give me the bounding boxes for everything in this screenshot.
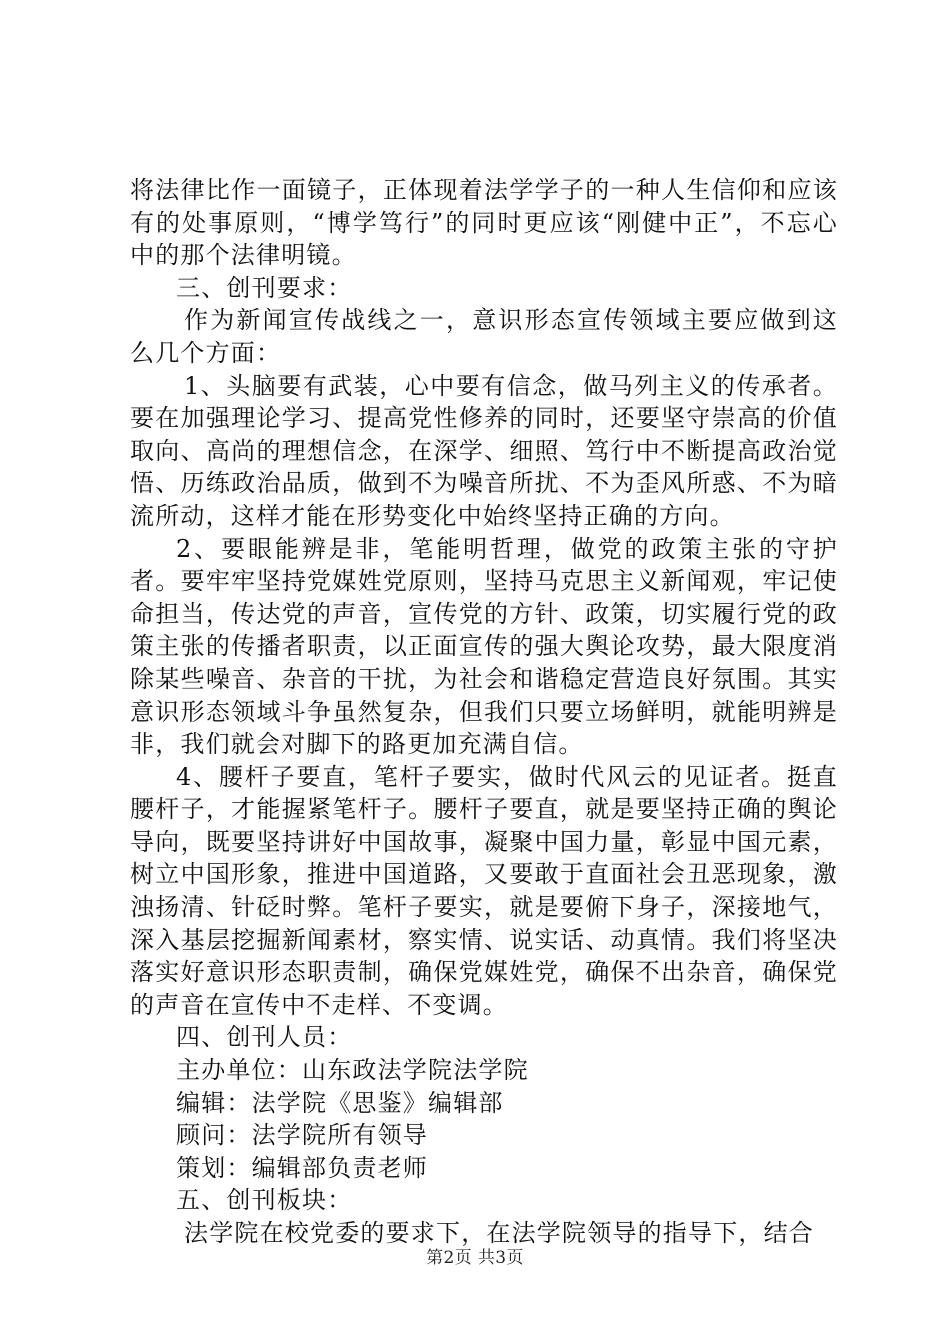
paragraph-point-2: 2、要眼能辨是非，笔能明哲理，做党的政策主张的守护者。要牢牢坚持党媒姓党原则，坚持马克思主义新闻观，牢记使命担当，传达党的声音，宣传党的方针、政策，切实履行党的政策主张的传播者职责，以正面宣传的强大舆论攻势，最大限度消除某些噪音、杂音的干扰，为社会和谐稳定营造良好氛围。其实意识形态领域斗争虽然复杂，但我们只要立场鲜明，就能明辨是非，我们就会对脚下的路更加充满自信。 [130,534,838,759]
paragraph-1: 将法律比作一面镜子，正体现着法学学子的一种人生信仰和应该有的处事原则，“博学笃行”的同时更应该“刚健中正”，不忘心中的那个法律明镜。 [130,176,838,270]
paragraph-point-4: 4、腰杆子要直，笔杆子要实，做时代风云的见证者。挺直腰杆子，才能握紧笔杆子。腰杆子要直，就是要坚持正确的舆论导向，既要坚持讲好中国故事，凝聚中国力量，彰显中国元素，树立中国形象，推进中国道路，又要敢于直面社会丑恶现象，激浊扬清、针砭时弊。笔杆子要实，就是要俯下身子，深接地气，深入基层挖掘新闻素材，察实情、说实话、动真情。我们将坚决落实好意识形态职责制，确保党媒姓党，确保不出杂音，确保党的声音在宣传中不走样、不变调。 [130,762,838,1019]
section-heading-5: 五、创刊板块： [176,1186,353,1215]
staff-advisor: 顾问：法学院所有领导 [176,1121,428,1150]
page-number: 第2页 共3页 [426,1248,524,1268]
staff-host: 主办单位：山东政法学院法学院 [176,1056,529,1085]
paragraph-final: 法学院在校党委的要求下，在法学院领导的指导下，结合 [184,1219,814,1247]
paragraph-point-1: 1、头脑要有武装，心中要有信念，做马列主义的传承者。要在加强理论学习、提高党性修养的同时，还要坚守崇高的价值取向、高尚的理想信念，在深学、细照、笃行中不断提高政治觉悟、历练政治品质，做到不为噪音所扰、不为歪风所惑、不为暗流所动，这样才能在形势变化中始终坚持正确的方向。 [130,371,838,530]
section-heading-3: 三、创刊要求： [176,273,353,302]
staff-planner: 策划：编辑部负责老师 [176,1153,428,1182]
staff-editor: 编辑：法学院《思鉴》编辑部 [176,1088,504,1117]
document-body [130,174,838,1250]
section-heading-4: 四、创刊人员： [176,1023,353,1052]
paragraph-intro: 作为新闻宣传战线之一，意识形态宣传领域主要应做到这么几个方面： [130,306,838,367]
